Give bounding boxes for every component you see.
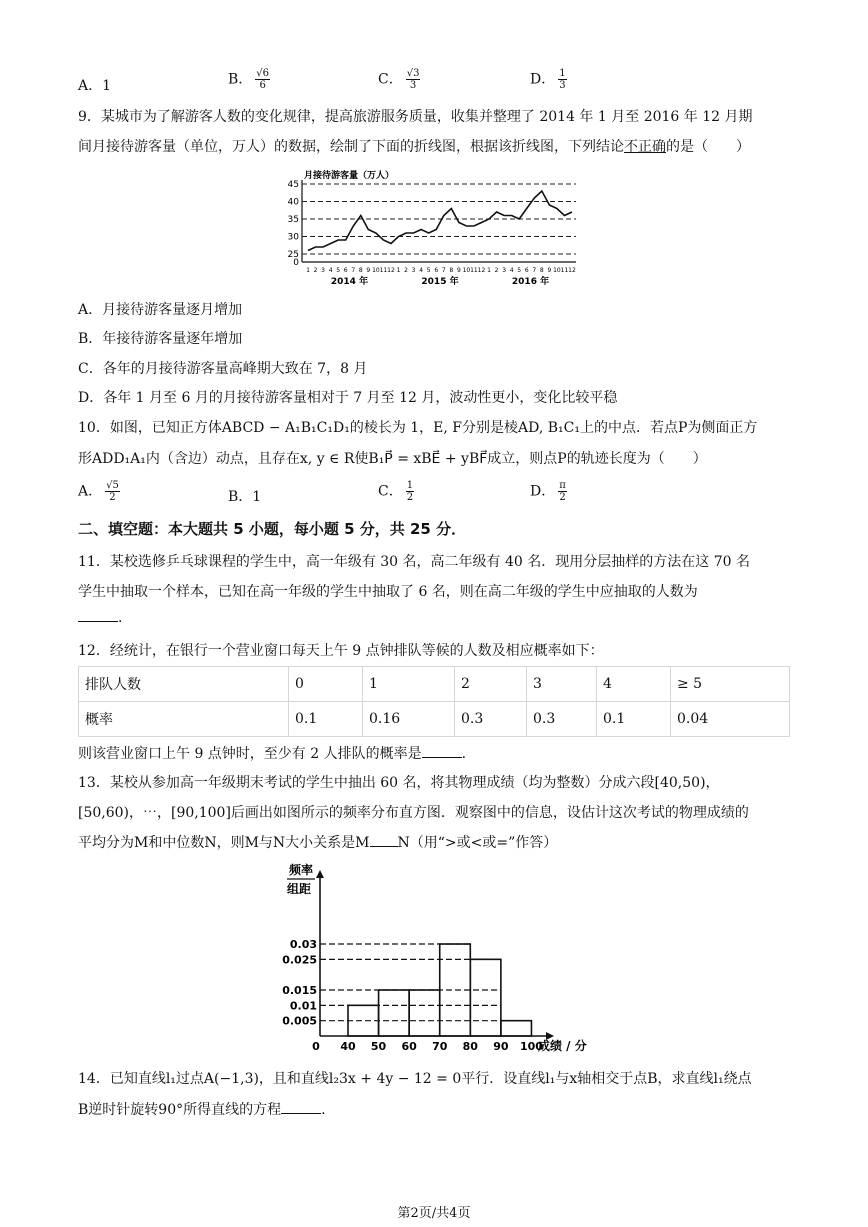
table-cell: 0 [289, 667, 363, 702]
x-tick-label: 12 [568, 267, 576, 274]
q12-stem: 12．经统计，在银行一个营业窗口每天上午 9 点钟排队等候的人数及相应概率如下： [78, 643, 604, 659]
x-tick-label: 10 [553, 267, 561, 274]
q10-option-b: B．1 [228, 489, 262, 505]
x-tick-label: 10 [372, 267, 380, 274]
table-cell: 0.3 [527, 702, 597, 737]
y-tick-label: 0.015 [282, 984, 317, 998]
table-cell: 0.16 [363, 702, 455, 737]
x-tick-label: 7 [441, 267, 446, 274]
q9-option-c: C．各年的月接待游客量高峰期大致在 7，8 月 [78, 361, 368, 377]
q12-question: 则该营业窗口上午 9 点钟时，至少有 2 人排队的概率是 . [78, 746, 467, 762]
x-tick-label: 6 [434, 267, 439, 274]
probability-table [78, 666, 790, 737]
y-tick-label: 0.01 [289, 999, 317, 1013]
table-cell: 0.1 [289, 702, 363, 737]
x-tick-label: 4 [328, 267, 333, 274]
x-tick-label: 5 [426, 267, 431, 274]
y-tick-label: 30 [287, 232, 299, 243]
x-tick-label: 6 [343, 267, 348, 274]
histogram-bar [501, 1021, 532, 1036]
histogram-xlabel: 成绩 / 分 [538, 1039, 587, 1053]
x-tick-label: 9 [456, 267, 461, 274]
x-tick-label: 50 [370, 1040, 387, 1053]
table-cell: 3 [527, 667, 597, 702]
q10-option-d: D． $\frac{\pi}{2}$ [530, 480, 566, 503]
tourist-line-chart [284, 166, 584, 288]
y-tick-label: 0.03 [289, 938, 317, 952]
x-tick-label: 80 [462, 1040, 478, 1053]
q11-answer-blank[interactable]: . [78, 608, 122, 626]
x-tick-label: 5 [517, 267, 522, 274]
year-label: 2015 年 [421, 277, 459, 287]
q10-option-a: A． $\frac{√5}{2}$ [78, 480, 119, 503]
histogram-ylabel-bottom: 组距 [287, 882, 312, 896]
x-tick-label: 90 [493, 1040, 509, 1053]
y-tick-label: 0.025 [282, 953, 317, 967]
y-tick-label: 25 [287, 250, 299, 260]
x-tick-label: 3 [502, 267, 507, 274]
x-tick-label: 60 [401, 1040, 417, 1053]
x-tick-label: 100 [519, 1040, 543, 1053]
q9-stem-line1: 9．某城市为了解游客人数的变化规律，提高旅游服务质量，收集并整理了 2014 年 1 月至 2016 年 12 月期 [78, 109, 753, 125]
q13-answer-blank[interactable] [370, 833, 398, 847]
x-tick-label: 5 [336, 267, 341, 274]
section-2-heading: 二、填空题：本大题共 5 小题，每小题 5 分，共 25 分． [78, 520, 467, 538]
table-cell: 排队人数 [79, 667, 289, 702]
x-tick-label: 8 [358, 267, 363, 274]
q10-stem-line2: 形ADD₁A₁内（含边）动点，且存在x, y ∈ R使B₁P⃗ = xBE⃗ + yBF⃗成立，则点P的轨迹长度为（ ） [78, 451, 707, 467]
tourist-series-line [308, 191, 572, 251]
q9-option-d: D．各年 1 月至 6 月的月接待游客量相对于 7 月至 12 月，波动性更小，变化比较平稳 [78, 390, 618, 406]
table-cell: ≥ 5 [671, 667, 790, 702]
q13-stem-line2: [50,60)，⋯，[90,100]后画出如图所示的频率分布直方图．观察图中的信息，设估计这次考试的物理成绩的 [78, 805, 749, 821]
prev-option-c: C． $\frac{√3}{3}$ [378, 68, 420, 91]
q11-stem-line2: 学生中抽取一个样本，已知在高一年级的学生中抽取了 6 名，则在高二年级的学生中应抽取的人数为 [78, 584, 698, 600]
x-tick-label: 8 [449, 267, 454, 274]
x-tick-label: 2 [313, 267, 318, 274]
x-tick-label: 3 [411, 267, 416, 274]
x-tick-label: 3 [321, 267, 325, 274]
x-tick-label: 7 [532, 267, 537, 274]
x-tick-label: 40 [340, 1040, 356, 1053]
page-number: 第2页/共4页 [397, 1206, 471, 1221]
y-tick-label: 40 [287, 197, 299, 208]
x-tick-label: 11 [379, 267, 388, 274]
prev-option-d: D． $\frac{1}{3}$ [530, 68, 566, 91]
x-tick-label: 7 [351, 267, 356, 274]
x-tick-label: 1 [306, 267, 310, 274]
table-cell: 0.3 [455, 702, 527, 737]
x-tick-label: 4 [509, 267, 514, 274]
x-tick-label: 4 [419, 267, 424, 274]
prev-option-b: B． $\frac{√6}{6}$ [228, 68, 270, 91]
x-tick-label: 2 [404, 267, 408, 274]
y-axis-arrow [316, 870, 324, 878]
y-tick-label: 0 [293, 258, 299, 268]
histogram-bar [470, 959, 501, 1036]
q14-stem-line2: B逆时针旋转90°所得直线的方程 . [78, 1102, 326, 1118]
x-tick-label: 2 [494, 267, 499, 274]
x-tick-label: 9 [547, 267, 552, 274]
table-cell: 概率 [79, 702, 289, 737]
y-tick-label: 0.005 [282, 1014, 317, 1028]
q13-stem-line1: 13．某校从参加高一年级期末考试的学生中抽出 60 名，将其物理成绩（均为整数）分成六段[40,50)， [78, 775, 720, 791]
table-row [79, 667, 790, 702]
x-tick-label: 11 [470, 267, 478, 274]
q12-answer-blank[interactable] [422, 744, 462, 758]
histogram-bar [409, 990, 440, 1036]
q10-stem-line1: 10．如图，已知正方体ABCD − A₁B₁C₁D₁的棱长为 1，E, F分别是棱AD, B₁C₁上的中点．若点P为侧面正方 [78, 420, 758, 436]
x-tick-label: 6 [524, 267, 529, 274]
q9-stem-line2: 间月接待游客量（单位，万人）的数据，绘制了下面的折线图，根据该折线图，下列结论不正确的是（ ） [78, 139, 750, 155]
q14-stem-line1: 14．已知直线l₁过点A(−1,3)，且和直线l₂3x + 4y − 12 = 0平行．设直线l₁与x轴相交于点B，求直线l₁绕点 [78, 1071, 752, 1087]
x-tick-label: 12 [477, 267, 486, 274]
x-tick-label: 1 [487, 267, 491, 274]
table-row [79, 702, 790, 737]
q14-answer-blank[interactable] [281, 1100, 321, 1114]
year-label: 2014 年 [330, 277, 369, 287]
y-tick-label: 45 [287, 180, 299, 190]
histogram-bar [379, 990, 410, 1036]
table-cell: 0.1 [597, 702, 671, 737]
y-tick-label: 35 [287, 215, 299, 225]
table-cell: 2 [455, 667, 527, 702]
x-tick-label: 11 [560, 267, 569, 274]
frequency-histogram [268, 856, 628, 1061]
x-tick-label: 10 [462, 267, 471, 274]
x-tick-label: 9 [366, 267, 371, 274]
histogram-ylabel-top: 频率 [289, 863, 314, 877]
line-chart-title: 月接待游客量（万人） [304, 171, 395, 181]
x-tick-label: 12 [387, 267, 395, 274]
table-cell: 1 [363, 667, 455, 702]
q10-option-c: C． $\frac{1}{2}$ [378, 480, 414, 503]
x-tick-label: 0 [312, 1040, 320, 1053]
x-tick-label: 1 [396, 267, 401, 274]
x-tick-label: 8 [539, 267, 544, 274]
q11-stem-line1: 11．某校选修乒乓球课程的学生中，高一年级有 30 名，高二年级有 40 名．现用分层抽样的方法在这 70 名 [78, 554, 750, 570]
table-cell: 4 [597, 667, 671, 702]
table-cell: 0.04 [671, 702, 790, 737]
year-label: 2016 年 [511, 277, 550, 287]
q9-option-b: B．年接待游客量逐年增加 [78, 331, 243, 347]
q9-emphasis: 不正确 [624, 139, 666, 155]
prev-option-a: A．1 [78, 78, 112, 94]
q13-stem-line3: 平均分为M和中位数N，则M与N大小关系是M N（用“>或<或=”作答） [78, 835, 558, 851]
q9-option-a: A．月接待游客量逐月增加 [78, 302, 243, 318]
x-tick-label: 70 [432, 1040, 448, 1053]
